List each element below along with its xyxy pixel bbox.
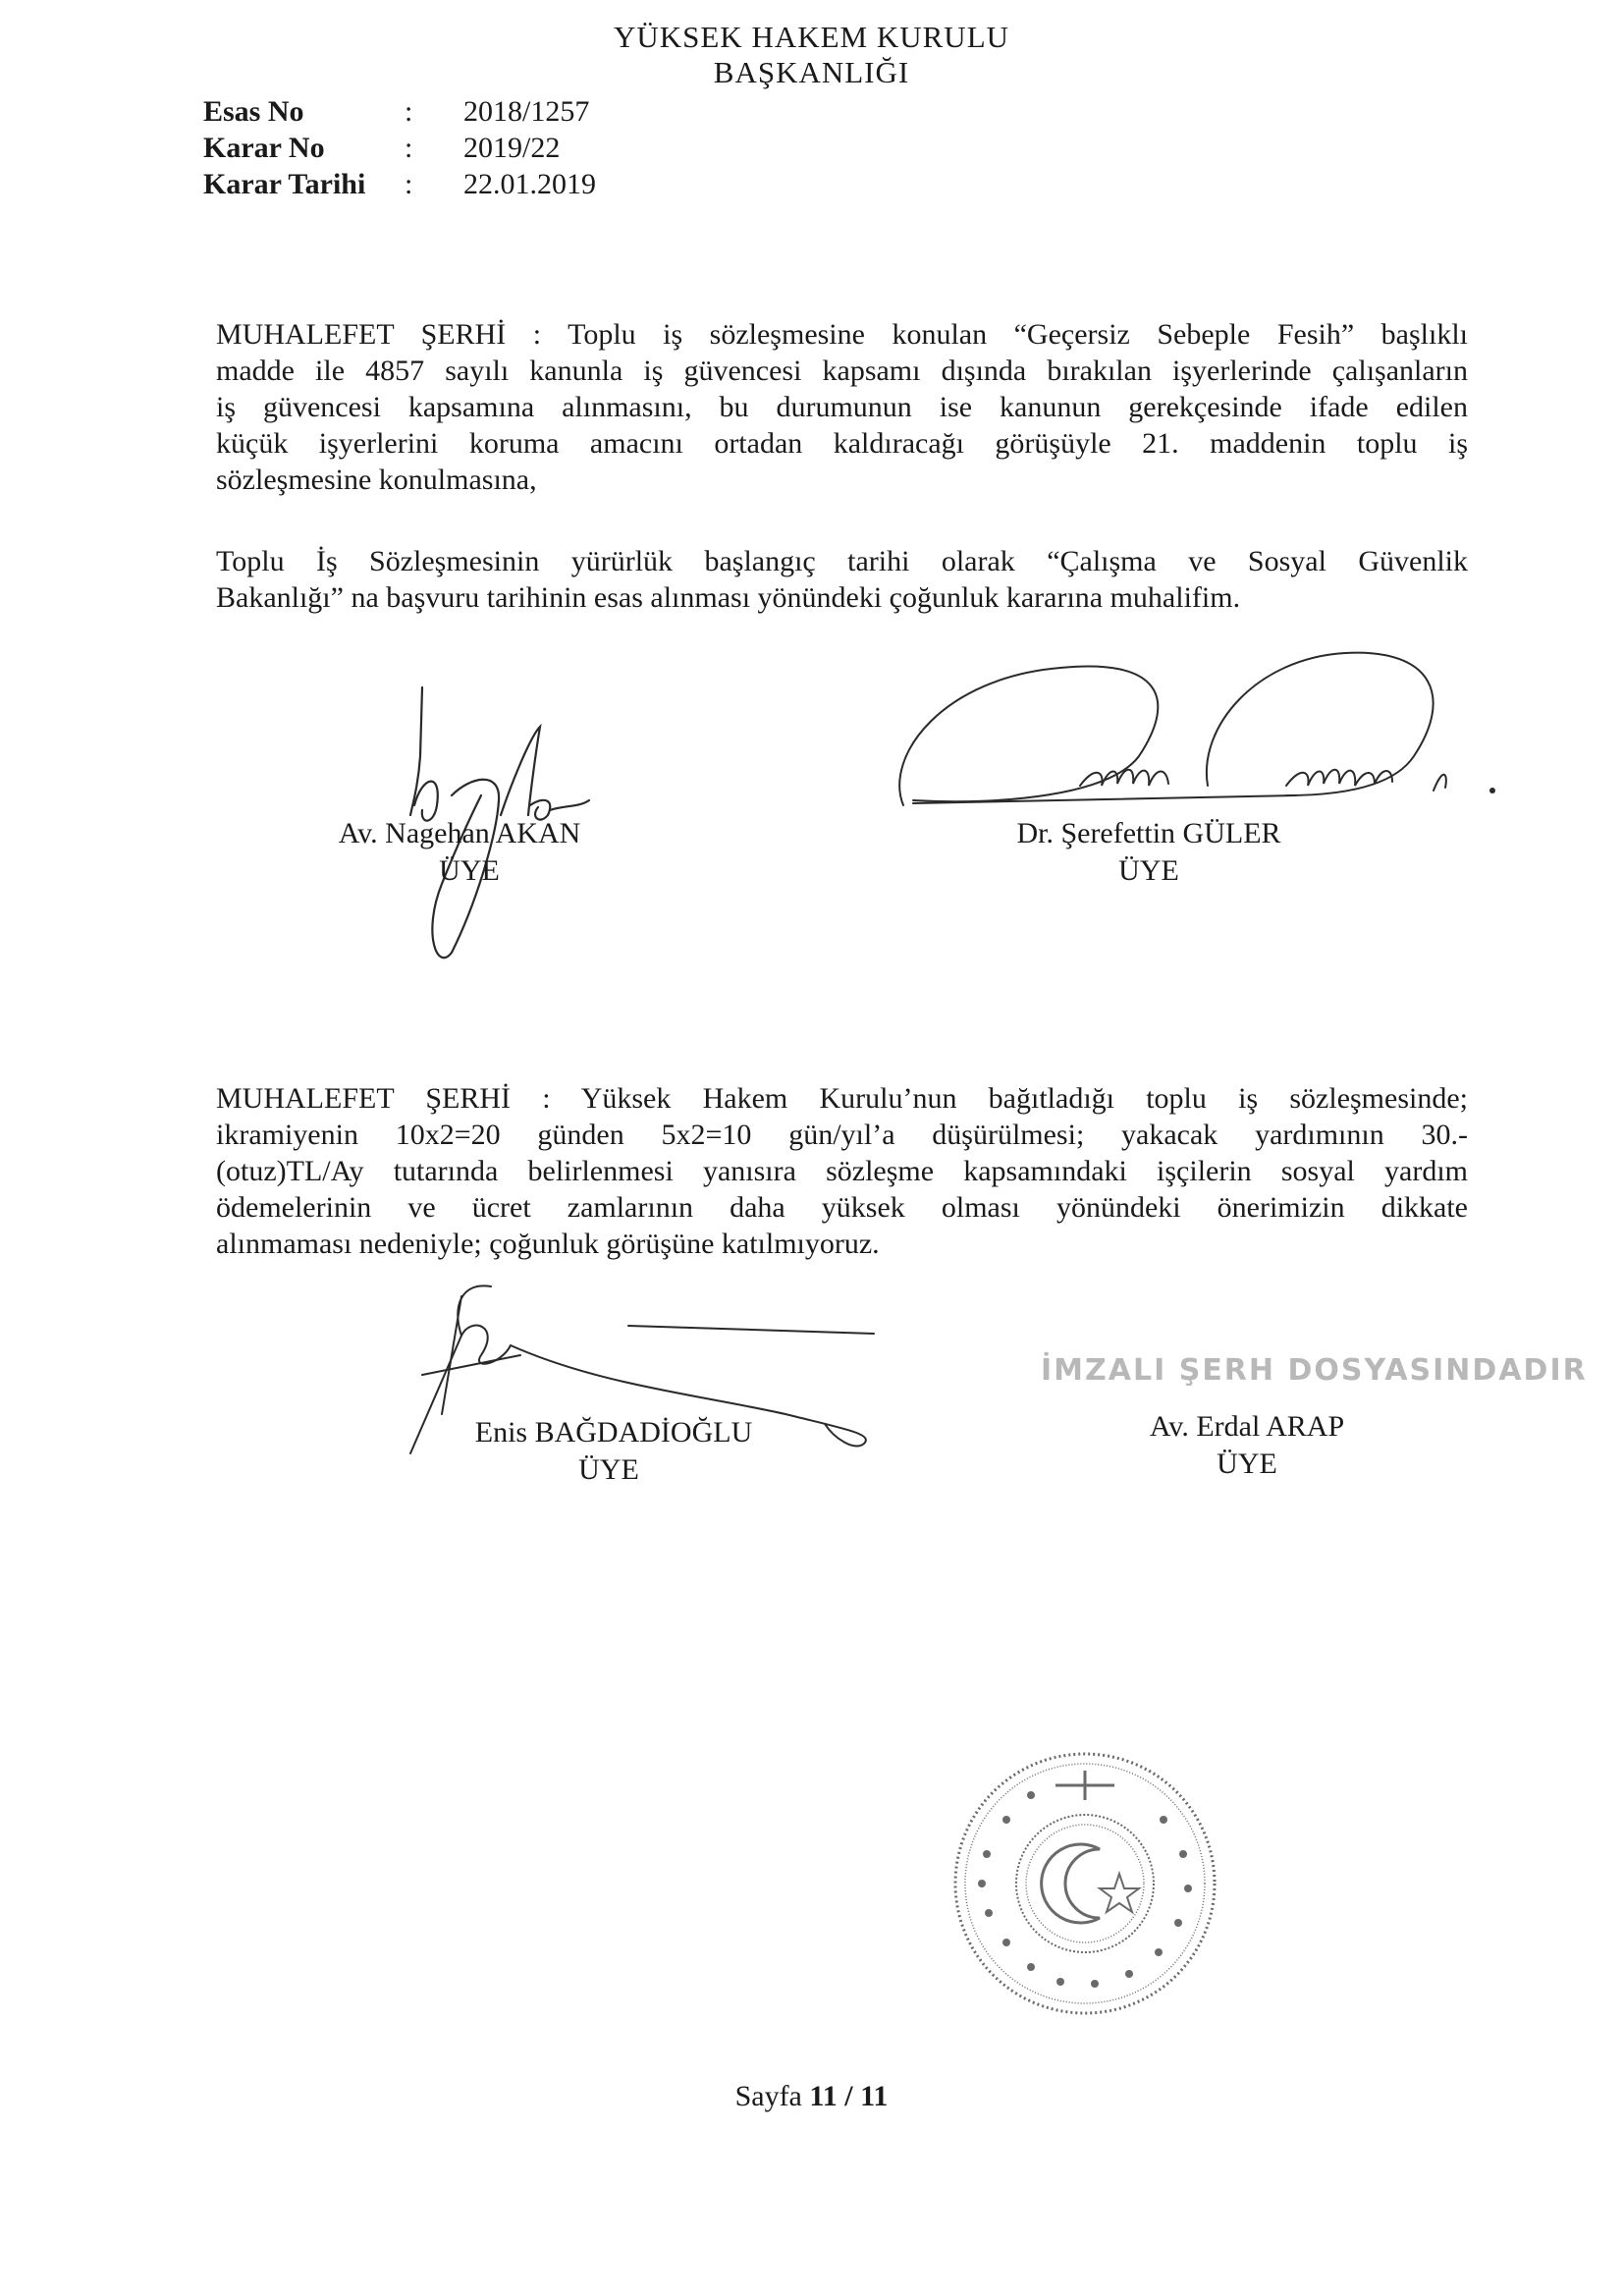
- text-line: MUHALEFET ŞERHİ : Toplu iş sözleşmesine konulan “Geçersiz Sebeple Fesih” başlıklı: [216, 318, 1468, 351]
- signatory-role: ÜYE: [1118, 854, 1179, 887]
- institution-name-line1: YÜKSEK HAKEM KURULU: [613, 20, 1010, 54]
- text-line: alınmaması nedeniyle; çoğunluk görüşüne katılmıyoruz.: [216, 1228, 880, 1260]
- meta-colon: :: [405, 132, 413, 164]
- page-number: [0, 2080, 1623, 2113]
- page-prefix: Sayfa: [734, 2080, 802, 2112]
- page-total: 11: [860, 2080, 889, 2112]
- text-line: madde ile 4857 sayılı kanunla iş güvencesi kapsamı dışında bırakılan işyerlerinde çalışanların: [216, 355, 1468, 387]
- institution-name-line2: [0, 55, 1623, 90]
- meta-label: Karar No: [203, 132, 325, 164]
- meta-colon: :: [405, 168, 413, 200]
- signed-dissent-on-file-stamp: İMZALI ŞERH DOSYASINDADIR: [1041, 1353, 1588, 1388]
- signatory-role: ÜYE: [578, 1453, 639, 1486]
- dissent-paragraph-3: [216, 1080, 1468, 1262]
- text-line: MUHALEFET ŞERHİ : Yüksek Hakem Kurulu’nun bağıtladığı toplu iş sözleşmesinde;: [216, 1082, 1468, 1115]
- signatory-role: ÜYE: [439, 854, 500, 887]
- signatory-name: Av. Nagehan AKAN: [338, 817, 581, 849]
- institution-dept: BAŞKANLIĞI: [713, 55, 910, 89]
- signature-guler: [884, 638, 1512, 835]
- text-line: ödemelerinin ve ücret zamlarının daha yüksek olması yönündeki önerimizin dikkate: [216, 1191, 1468, 1224]
- meta-value: 2019/22: [463, 132, 561, 164]
- meta-row-decision-date: [203, 168, 596, 207]
- signatory-name: Av. Erdal ARAP: [1149, 1410, 1345, 1443]
- institution-name: [0, 20, 1623, 55]
- meta-row-decision-number: [203, 132, 560, 171]
- signatory-name: Enis BAĞDADİOĞLU: [474, 1416, 753, 1449]
- official-seal-icon: [938, 1736, 1232, 2031]
- meta-row-case-number: [203, 95, 589, 135]
- meta-label: Karar Tarihi: [203, 168, 366, 200]
- meta-colon: :: [405, 95, 413, 128]
- meta-value: 2018/1257: [463, 95, 590, 128]
- text-line: Bakanlığı” na başvuru tarihinin esas alınması yönündeki çoğunluk kararına muhalifim.: [216, 581, 1241, 614]
- signatory-name: Dr. Şerefettin GÜLER: [1016, 817, 1281, 849]
- dissent-paragraph-1: [216, 316, 1468, 498]
- page-separator: /: [844, 2080, 853, 2112]
- text-line: iş güvencesi kapsamına alınmasını, bu durumunun ise kanunun gerekçesinde ifade edilen: [216, 391, 1468, 423]
- text-line: sözleşmesine konulmasına,: [216, 464, 537, 496]
- text-line: ikramiyenin 10x2=20 günden 5x2=10 gün/yıl’a düşürülmesi; yakacak yardımının 30.-: [216, 1119, 1468, 1151]
- text-line: küçük işyerlerini koruma amacını ortadan kaldıracağı görüşüyle 21. maddenin toplu iş: [216, 427, 1468, 460]
- meta-value: 22.01.2019: [463, 168, 596, 200]
- page-current: 11: [809, 2080, 838, 2112]
- text-line: (otuz)TL/Ay tutarında belirlenmesi yanısıra sözleşme kapsamındaki işçilerin sosyal yardım: [216, 1155, 1468, 1187]
- meta-label: Esas No: [203, 95, 304, 128]
- text-line: Toplu İş Sözleşmesinin yürürlük başlangıç tarihi olarak “Çalışma ve Sosyal Güvenlik: [216, 545, 1468, 577]
- dissent-paragraph-2: [216, 543, 1468, 616]
- signatory-role: ÜYE: [1217, 1448, 1277, 1480]
